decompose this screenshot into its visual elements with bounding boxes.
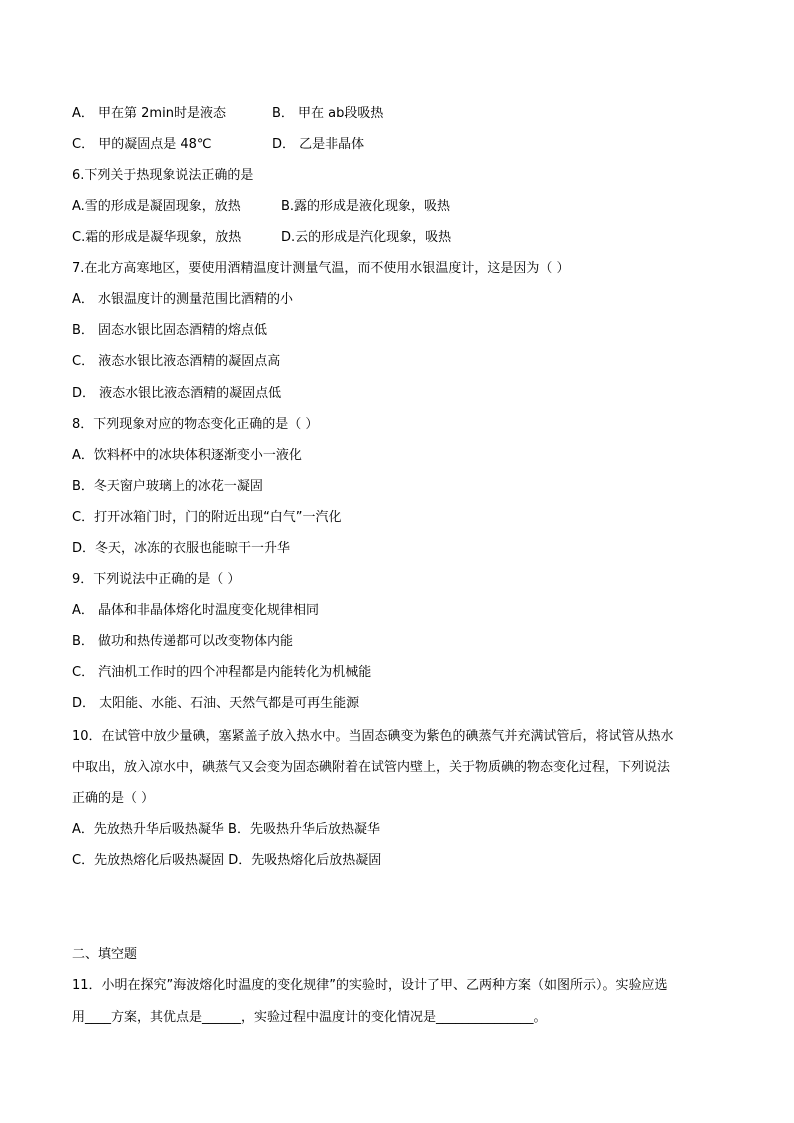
q7-option-a: A． 水银温度计的测量范围比酒精的小 [72,292,294,307]
q7-option-b: B． 固态水银比固态酒精的熔点低 [72,323,268,338]
q9-stem: 9．下列说法中正确的是（ ） [72,572,241,587]
q9-option-a: A． 晶体和非晶体熔化时温度变化规律相同 [72,603,320,618]
q6-stem: 6.下列关于热现象说法正确的是 [72,168,254,183]
q8-option-c: C．打开冰箱门时，门的附近出现“白气”一汽化 [72,510,342,525]
q10-stem-line-2: 中取出，放入凉水中，碘蒸气又会变为固态碘附着在试管内壁上，关于物质碘的物态变化过程，下列说法 [72,760,671,775]
q6-options-row-2 [72,230,451,246]
q6-option-c: C.霜的形成是凝华现象，放热 [72,230,242,245]
q5-option-d: D． 乙是非晶体 [272,137,365,152]
q7-stem: 7.在北方高寒地区，要使用酒精温度计测量气温，而不使用水银温度计，这是因为（ ） [72,261,570,276]
q10-stem-line-3: 正确的是（ ） [72,791,155,806]
q6-option-d: D.云的形成是汽化现象，吸热 [281,230,452,245]
q9-option-b: B． 做功和热传递都可以改变物体内能 [72,634,294,649]
q7-option-d: D． 液态水银比液态酒精的凝固点低 [72,386,282,401]
q8-stem: 8．下列现象对应的物态变化正确的是（ ） [72,417,319,432]
q6-option-a: A.雪的形成是凝固现象，放热 [72,199,241,214]
q5-options-row-1 [72,106,383,122]
q10-stem-line-1: 10．在试管中放少量碘，塞紧盖子放入热水中。当固态碘变为紫色的碘蒸气并充满试管后，将试管从热水 [72,729,674,744]
q5-option-a: A． 甲在第 2min时是液态 [72,106,226,121]
q11-line-1: 11．小明在探究”海波熔化时温度的变化规律”的实验时，设计了甲、乙两种方案（如图所示）。实验应选 [72,978,668,993]
q10-options-row-2: C．先放热熔化后吸热凝固 D．先吸热熔化后放热凝固 [72,853,382,868]
q8-option-a: A．饮料杯中的冰块体积逐渐变小一液化 [72,448,302,463]
q6-options-row-1 [72,199,450,215]
q5-option-c: C． 甲的凝固点是 48℃ [72,137,212,152]
section-2-heading: 二、填空题 [72,947,138,962]
q10-options-row-1: A．先放热升华后吸热凝华 B．先吸热升华后放热凝华 [72,822,380,837]
q9-option-d: D． 太阳能、水能、石油、天然气都是可再生能源 [72,696,360,711]
q9-option-c: C． 汽油机工作时的四个冲程都是内能转化为机械能 [72,665,372,680]
q6-option-b: B.露的形成是液化现象，吸热 [281,199,451,214]
q11-line-2: 用____方案，其优点是______，实验过程中温度计的变化情况是_______________。 [72,1010,547,1025]
q8-option-b: B．冬天窗户玻璃上的冰花一凝固 [72,479,263,494]
q7-option-c: C． 液态水银比液态酒精的凝固点高 [72,354,281,369]
q5-option-b: B． 甲在 ab段吸热 [272,106,384,121]
q8-option-d: D．冬天，冰冻的衣服也能晾干一升华 [72,541,291,556]
q5-options-row-2 [72,137,364,153]
